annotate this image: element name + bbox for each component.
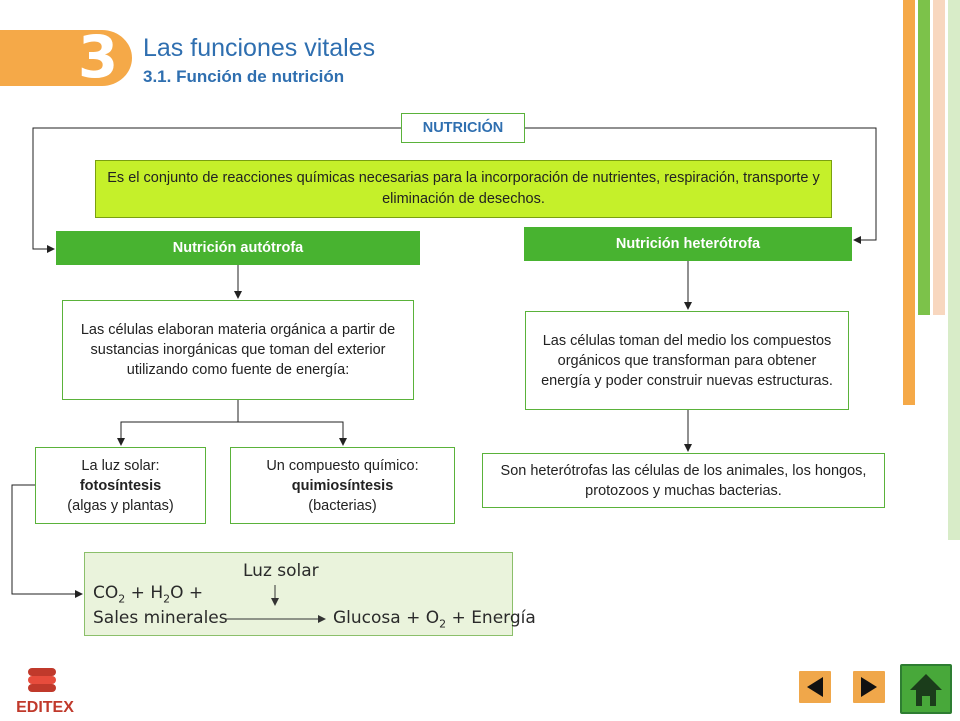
arrow-right-icon: [853, 671, 885, 703]
editex-logo-text: EDITEX: [16, 699, 74, 716]
page-title: Las funciones vitales: [143, 34, 376, 62]
heterotrofa-examples: Son heterótrofas las células de los animales, los hongos, protozoos y muchas bacterias.: [482, 453, 885, 508]
editex-logo-icon: [6, 664, 84, 716]
editex-logo: [6, 664, 84, 716]
autotrofa-description: Las células elaboran materia orgánica a partir de sustancias inorgánicas que toman del exterior utilizando como fuente de energía:: [62, 300, 414, 400]
connector-split-left: [121, 422, 343, 445]
arrow-left-icon: [799, 671, 831, 703]
compuesto-quimico-box: [230, 447, 455, 524]
equation-minerals: Sales minerales: [93, 608, 228, 628]
quimico-line1: Un compuesto químico:: [266, 457, 419, 474]
luz-solar-box: [35, 447, 206, 524]
nutricion-definition: Es el conjunto de reacciones químicas necesarias para la incorporación de nutrientes, respiración, transporte y eliminación de desechos.: [95, 160, 832, 218]
autotrofa-heading: Nutrición autótrofa: [56, 231, 420, 265]
equation-reactants-line1: $CO_2 + H_2O$ +: [93, 583, 204, 606]
quimico-line3: (bacterias): [308, 497, 377, 514]
heterotrofa-description: Las células toman del medio los compuestos orgánicos que transforman para obtener energía y poder construir nuevas estructuras.: [525, 311, 849, 410]
page-subtitle: 3.1. Función de nutrición: [143, 67, 345, 86]
fotosintesis-label: fotosíntesis: [79, 477, 162, 494]
equation-products: $Glucosa + O_2$ + Energía: [333, 608, 536, 631]
heterotrofa-heading: Nutrición heterótrofa: [524, 227, 852, 261]
equation-catalyst: Luz solar: [243, 561, 319, 581]
luz-solar-line3: (algas y plantas): [67, 497, 174, 514]
home-icon: [902, 666, 950, 712]
next-button[interactable]: [853, 671, 885, 703]
prev-button[interactable]: [799, 671, 831, 703]
luz-solar-line1: La luz solar:: [81, 457, 160, 474]
chapter-number: 3: [77, 23, 119, 91]
home-button[interactable]: [900, 664, 952, 714]
photosynthesis-equation: [84, 552, 536, 636]
nutricion-root-label: NUTRICIÓN: [401, 113, 525, 143]
quimiosintesis-label: quimiosíntesis: [291, 477, 394, 494]
